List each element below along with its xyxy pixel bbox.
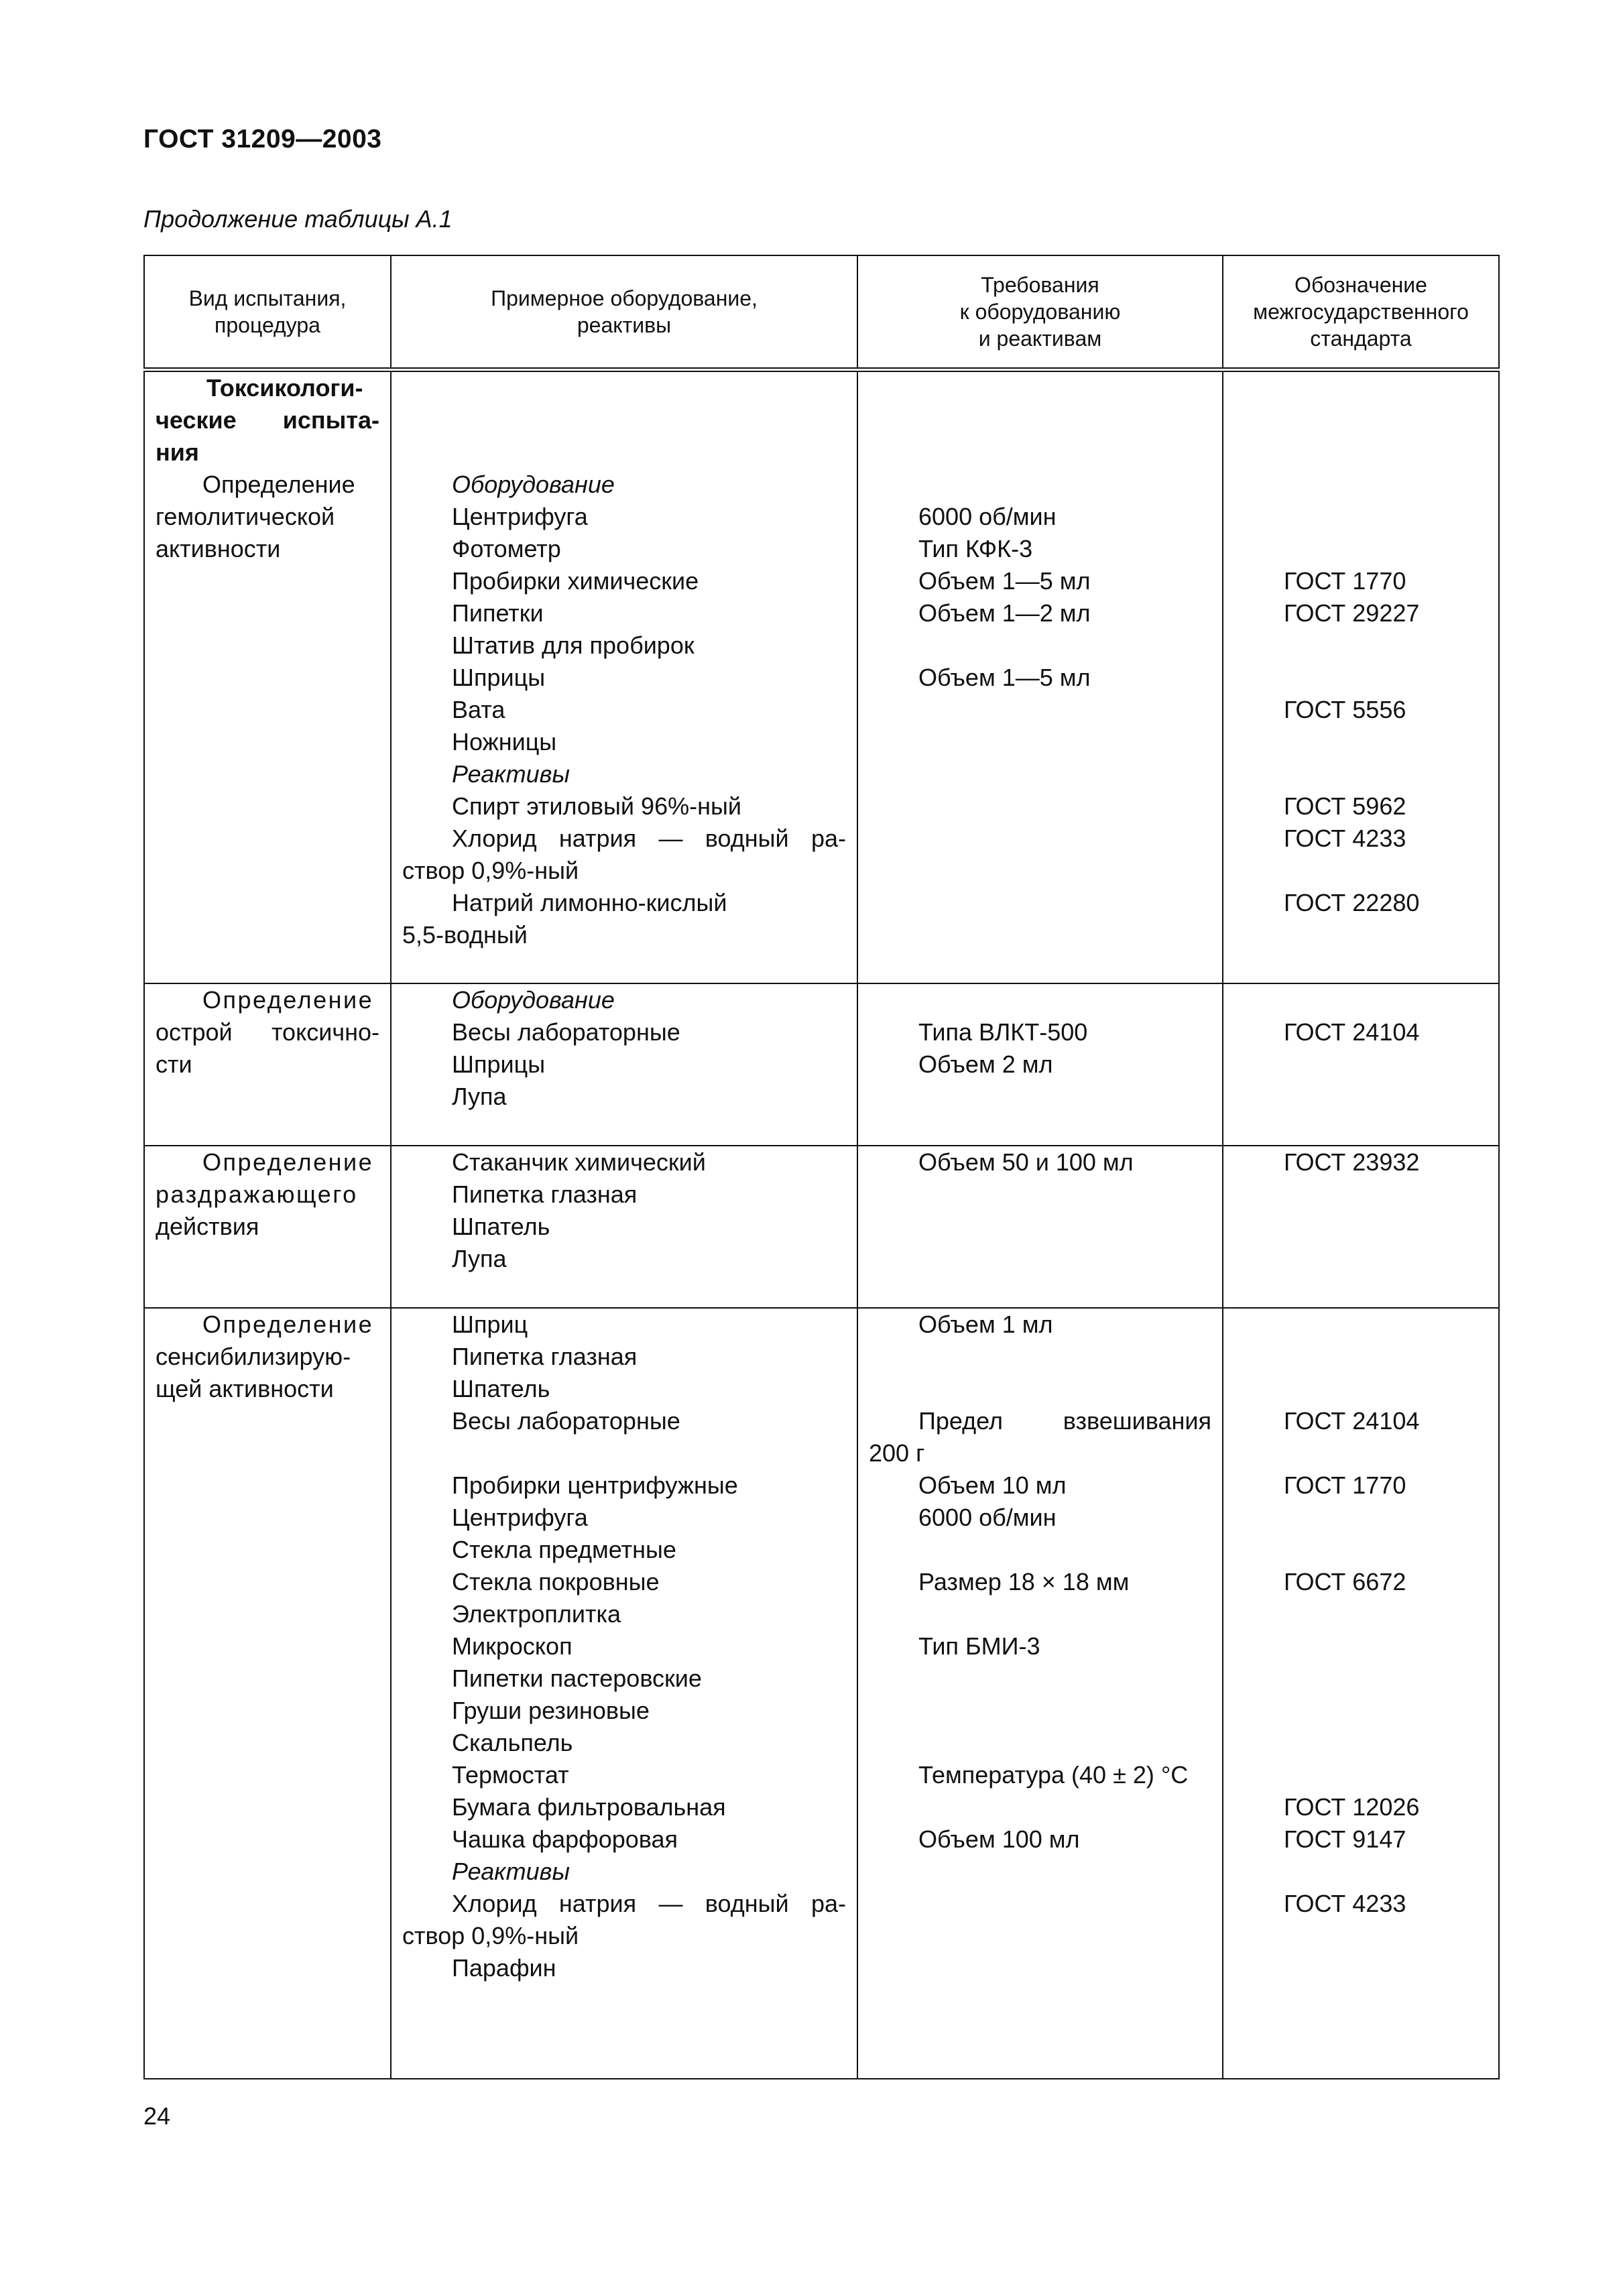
reagent-item: Натрий лимонно-кислый xyxy=(452,889,727,916)
standard-cell xyxy=(1223,370,1499,983)
standard-code: ГОСТ 4233 xyxy=(1284,825,1406,852)
equipment-item: Лупа xyxy=(452,1244,507,1272)
reagent-item-continued: 5,5-водный xyxy=(402,921,528,949)
document-title: ГОСТ 31209—2003 xyxy=(143,125,382,154)
procedure-name: раздражающего xyxy=(156,1180,358,1208)
procedure-name: сенсибилизирую- xyxy=(156,1342,351,1370)
requirement-value: Объем 2 мл xyxy=(918,1050,1053,1078)
equipment-item: Шпатель xyxy=(452,1374,550,1402)
procedure-name: острой токсично- xyxy=(156,1018,379,1046)
equipment-item: Электроплитка xyxy=(452,1599,621,1628)
equipment-item: Ножницы xyxy=(452,728,557,756)
requirement-value: Объем 10 мл xyxy=(918,1471,1067,1499)
procedure-name: действия xyxy=(156,1212,259,1240)
equipment-header: Оборудование xyxy=(452,985,615,1014)
reagent-item-continued: створ 0,9%-ный xyxy=(402,1921,579,1949)
standard-code: ГОСТ 6672 xyxy=(1284,1567,1406,1595)
table-header-row xyxy=(144,255,1499,370)
equipment-item: Пипетка глазная xyxy=(452,1342,638,1370)
standard-code: ГОСТ 29227 xyxy=(1284,599,1420,627)
equipment-item: Весы лабораторные xyxy=(452,1406,680,1435)
reagent-item: Хлорид натрия — водный ра- xyxy=(452,1889,846,1917)
equipment-cell xyxy=(391,1146,857,1308)
requirement-value: Типа ВЛКТ-500 xyxy=(918,1018,1088,1046)
column-header-standard: Обозначение межгосударственного стандарта xyxy=(1223,255,1499,370)
column-header-test-type: Вид испытания, процедура xyxy=(144,255,391,370)
procedure-name: активности xyxy=(156,535,281,562)
requirement-value: 6000 об/мин xyxy=(918,503,1057,530)
standard-code: ГОСТ 24104 xyxy=(1284,1406,1420,1435)
procedure-name: Определение xyxy=(202,1148,374,1176)
requirements-cell xyxy=(857,1308,1223,2079)
requirement-value: Объем 50 и 100 мл xyxy=(918,1148,1134,1176)
requirement-value: Тип КФК-3 xyxy=(918,535,1033,562)
equipment-item: Пробирки центрифужные xyxy=(452,1471,738,1499)
equipment-table xyxy=(143,255,1500,2079)
equipment-cell xyxy=(391,983,857,1146)
requirement-value: 6000 об/мин xyxy=(918,1503,1057,1531)
reagent-item: Спирт этиловый 96%-ный xyxy=(452,792,741,820)
requirement-value: Размер 18 × 18 мм xyxy=(918,1567,1130,1595)
reagents-header: Реактивы xyxy=(452,760,570,788)
requirements-cell xyxy=(857,1146,1223,1308)
equipment-item: Термостат xyxy=(452,1760,569,1789)
test-type-cell xyxy=(144,370,391,983)
procedure-name: гемолитической xyxy=(156,503,335,530)
requirement-value: Объем 100 мл xyxy=(918,1825,1080,1853)
equipment-item: Бумага фильтровальная xyxy=(452,1793,726,1821)
equipment-item: Микроскоп xyxy=(452,1632,573,1660)
requirement-value: Температура (40 ± 2) °С xyxy=(918,1760,1189,1789)
table-row xyxy=(144,1146,1499,1308)
equipment-item: Груши резиновые xyxy=(452,1696,650,1724)
procedure-name: щей активности xyxy=(156,1374,334,1402)
section-title: ния xyxy=(156,438,199,466)
equipment-item: Стаканчик химический xyxy=(452,1148,706,1176)
page-number: 24 xyxy=(143,2102,171,2130)
test-type-cell xyxy=(144,1146,391,1308)
section-title: ческие испыта- xyxy=(156,406,379,434)
section-title: Токсикологи- xyxy=(206,374,363,402)
equipment-item: Стекла покровные xyxy=(452,1567,660,1595)
equipment-item: Вата xyxy=(452,696,505,723)
equipment-cell xyxy=(391,1308,857,2079)
standard-cell xyxy=(1223,1146,1499,1308)
equipment-item: Шпатель xyxy=(452,1212,550,1240)
reagents-header: Реактивы xyxy=(452,1857,570,1885)
standard-code: ГОСТ 5556 xyxy=(1284,696,1406,723)
requirement-value: Предел взвешивания xyxy=(918,1406,1211,1435)
equipment-header: Оборудование xyxy=(452,471,615,498)
equipment-item: Чашка фарфоровая xyxy=(452,1825,678,1853)
table-row xyxy=(144,370,1499,983)
procedure-name: Определение xyxy=(202,471,355,498)
table-caption: Продолжение таблицы А.1 xyxy=(143,205,453,233)
equipment-item: Лупа xyxy=(452,1082,507,1110)
equipment-item: Пипетки пастеровские xyxy=(452,1664,702,1692)
equipment-item: Пробирки химические xyxy=(452,567,699,595)
requirement-value: Объем 1 мл xyxy=(918,1310,1053,1338)
requirement-value: Объем 1—5 мл xyxy=(918,567,1091,595)
equipment-item: Шприц xyxy=(452,1310,528,1338)
reagent-item: Хлорид натрия — водный ра- xyxy=(452,825,846,852)
standard-code: ГОСТ 4233 xyxy=(1284,1889,1406,1917)
equipment-item: Шприцы xyxy=(452,664,546,691)
equipment-item: Весы лабораторные xyxy=(452,1018,680,1046)
standard-cell xyxy=(1223,1308,1499,2079)
requirement-value: Объем 1—5 мл xyxy=(918,664,1091,691)
table-row xyxy=(144,1308,1499,2079)
standard-cell xyxy=(1223,983,1499,1146)
standard-code: ГОСТ 24104 xyxy=(1284,1018,1420,1046)
reagent-item-continued: створ 0,9%-ный xyxy=(402,857,579,884)
requirement-value: Тип БМИ-3 xyxy=(918,1632,1040,1660)
reagent-item: Парафин xyxy=(452,1953,556,1982)
equipment-item: Штатив для пробирок xyxy=(452,631,695,659)
equipment-item: Фотометр xyxy=(452,535,561,562)
equipment-item: Стекла предметные xyxy=(452,1535,676,1563)
standard-code: ГОСТ 1770 xyxy=(1284,1471,1406,1499)
test-type-cell xyxy=(144,983,391,1146)
equipment-item: Пипетки xyxy=(452,599,544,627)
standard-code: ГОСТ 12026 xyxy=(1284,1793,1420,1821)
column-header-equipment: Примерное оборудование, реактивы xyxy=(391,255,857,370)
requirement-value: Объем 1—2 мл xyxy=(918,599,1091,627)
table-row xyxy=(144,983,1499,1146)
test-type-cell xyxy=(144,1308,391,2079)
equipment-item: Центрифуга xyxy=(452,1503,588,1531)
equipment-cell xyxy=(391,370,857,983)
standard-code: ГОСТ 22280 xyxy=(1284,889,1420,916)
standard-code: ГОСТ 5962 xyxy=(1284,792,1406,820)
requirement-value-continued: 200 г xyxy=(869,1439,925,1467)
procedure-name: Определение xyxy=(202,985,374,1014)
column-header-requirements: Требования к оборудованию и реактивам xyxy=(857,255,1223,370)
equipment-item: Пипетка глазная xyxy=(452,1180,638,1208)
procedure-name: Определение xyxy=(202,1310,374,1338)
requirements-cell xyxy=(857,983,1223,1146)
requirements-cell xyxy=(857,370,1223,983)
equipment-item: Шприцы xyxy=(452,1050,546,1078)
standard-code: ГОСТ 9147 xyxy=(1284,1825,1406,1853)
equipment-item: Центрифуга xyxy=(452,503,588,530)
equipment-item: Скальпель xyxy=(452,1728,573,1756)
procedure-name: сти xyxy=(156,1050,192,1078)
standard-code: ГОСТ 23932 xyxy=(1284,1148,1420,1176)
standard-code: ГОСТ 1770 xyxy=(1284,567,1406,595)
